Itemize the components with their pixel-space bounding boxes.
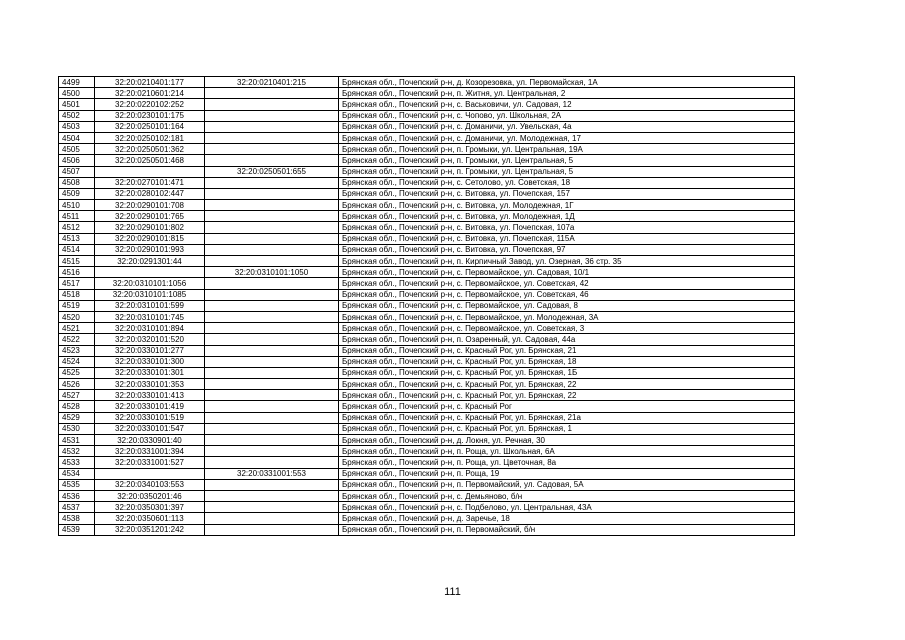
address-cell: Брянская обл., Почепский р-н, с. Чопово, ул. Школьная, 2А: [339, 110, 795, 121]
row-number-cell: 4500: [59, 88, 95, 99]
address-cell: Брянская обл., Почепский р-н, д. Заречье, 18: [339, 513, 795, 524]
cadastral-number-cell: 32:20:0330101:300: [95, 356, 205, 367]
table-row: [59, 222, 795, 233]
row-number-cell: 4536: [59, 490, 95, 501]
parent-cadastral-number-cell: [205, 155, 339, 166]
parent-cadastral-number-cell: [205, 278, 339, 289]
cadastral-number-cell: 32:20:0331001:394: [95, 446, 205, 457]
cadastral-number-cell: 32:20:0220102:252: [95, 99, 205, 110]
row-number-cell: 4538: [59, 513, 95, 524]
document-table: [58, 76, 795, 536]
row-number-cell: 4528: [59, 401, 95, 412]
row-number-cell: 4504: [59, 132, 95, 143]
address-cell: Брянская обл., Почепский р-н, с. Первомайское, ул. Молодежная, 3А: [339, 311, 795, 322]
row-number-cell: 4501: [59, 99, 95, 110]
row-number-cell: 4499: [59, 77, 95, 88]
cadastral-number-cell: 32:20:0330101:301: [95, 367, 205, 378]
row-number-cell: 4531: [59, 435, 95, 446]
parent-cadastral-number-cell: [205, 401, 339, 412]
table-row: [59, 267, 795, 278]
address-cell: Брянская обл., Почепский р-н, с. Красный Рог, ул. Брянская, 21а: [339, 412, 795, 423]
row-number-cell: 4509: [59, 188, 95, 199]
cadastral-number-cell: 32:20:0350301:397: [95, 502, 205, 513]
table-row: [59, 211, 795, 222]
row-number-cell: 4522: [59, 334, 95, 345]
row-number-cell: 4521: [59, 323, 95, 334]
row-number-cell: 4502: [59, 110, 95, 121]
address-cell: Брянская обл., Почепский р-н, с. Доманичи, ул. Молодежная, 17: [339, 132, 795, 143]
cadastral-number-cell: 32:20:0320101:520: [95, 334, 205, 345]
address-cell: Брянская обл., Почепский р-н, с. Витовка, ул. Почепская, 115А: [339, 233, 795, 244]
address-cell: Брянская обл., Почепский р-н, с. Красный Рог, ул. Брянская, 1Б: [339, 367, 795, 378]
parent-cadastral-number-cell: [205, 379, 339, 390]
row-number-cell: 4508: [59, 177, 95, 188]
page-number: 111: [444, 586, 461, 598]
row-number-cell: 4527: [59, 390, 95, 401]
cadastral-number-cell: 32:20:0330101:419: [95, 401, 205, 412]
row-number-cell: 4510: [59, 200, 95, 211]
table-row: [59, 200, 795, 211]
address-cell: Брянская обл., Почепский р-н, с. Первомайское, ул. Садовая, 8: [339, 300, 795, 311]
table-row: [59, 390, 795, 401]
table-row: [59, 457, 795, 468]
table-row: [59, 233, 795, 244]
address-cell: Брянская обл., Почепский р-н, с. Первомайское, ул. Советская, 46: [339, 289, 795, 300]
row-number-cell: 4512: [59, 222, 95, 233]
table-row: [59, 110, 795, 121]
address-cell: Брянская обл., Почепский р-н, с. Первомайское, ул. Советская, 42: [339, 278, 795, 289]
cadastral-number-cell: [95, 267, 205, 278]
cadastral-number-cell: 32:20:0270101:471: [95, 177, 205, 188]
parent-cadastral-number-cell: [205, 502, 339, 513]
table-body: [59, 77, 795, 536]
cadastral-number-cell: [95, 166, 205, 177]
table-row: [59, 479, 795, 490]
parent-cadastral-number-cell: [205, 211, 339, 222]
address-cell: Брянская обл., Почепский р-н, п. Кирпичный Завод, ул. Озерная, 36 стр. 35: [339, 256, 795, 267]
cadastral-number-cell: 32:20:0350201:46: [95, 490, 205, 501]
address-cell: Брянская обл., Почепский р-н, с. Первомайское, ул. Садовая, 10/1: [339, 267, 795, 278]
address-cell: Брянская обл., Почепский р-н, с. Красный Рог: [339, 401, 795, 412]
parent-cadastral-number-cell: [205, 513, 339, 524]
cadastral-number-cell: 32:20:0331001:527: [95, 457, 205, 468]
cadastral-number-cell: 32:20:0330101:277: [95, 345, 205, 356]
address-cell: Брянская обл., Почепский р-н, п. Первомайский, б/н: [339, 524, 795, 535]
address-cell: Брянская обл., Почепский р-н, с. Красный Рог, ул. Брянская, 21: [339, 345, 795, 356]
address-cell: Брянская обл., Почепский р-н, с. Первомайское, ул. Советская, 3: [339, 323, 795, 334]
parent-cadastral-number-cell: [205, 244, 339, 255]
row-number-cell: 4520: [59, 311, 95, 322]
parent-cadastral-number-cell: [205, 99, 339, 110]
cadastral-number-cell: 32:20:0330901:40: [95, 435, 205, 446]
cadastral-number-cell: 32:20:0310101:1085: [95, 289, 205, 300]
parent-cadastral-number-cell: [205, 356, 339, 367]
table-row: [59, 435, 795, 446]
table-row: [59, 490, 795, 501]
cadastral-number-cell: 32:20:0250101:164: [95, 121, 205, 132]
cadastral-number-cell: 32:20:0290101:815: [95, 233, 205, 244]
parent-cadastral-number-cell: [205, 524, 339, 535]
parent-cadastral-number-cell: [205, 289, 339, 300]
table-row: [59, 401, 795, 412]
address-cell: Брянская обл., Почепский р-н, п. Роща, ул. Школьная, 6А: [339, 446, 795, 457]
cadastral-number-cell: 32:20:0290101:765: [95, 211, 205, 222]
table-row: [59, 379, 795, 390]
table-row: [59, 121, 795, 132]
address-cell: Брянская обл., Почепский р-н, с. Красный Рог, ул. Брянская, 22: [339, 390, 795, 401]
parent-cadastral-number-cell: [205, 490, 339, 501]
parent-cadastral-number-cell: [205, 188, 339, 199]
address-cell: Брянская обл., Почепский р-н, д. Козорезовка, ул. Первомайская, 1А: [339, 77, 795, 88]
cadastral-number-cell: 32:20:0290101:708: [95, 200, 205, 211]
address-cell: Брянская обл., Почепский р-н, с. Витовка, ул. Почепская, 157: [339, 188, 795, 199]
row-number-cell: 4516: [59, 267, 95, 278]
cadastral-number-cell: 32:20:0310101:745: [95, 311, 205, 322]
address-cell: Брянская обл., Почепский р-н, с. Доманичи, ул. Увельская, 4а: [339, 121, 795, 132]
cadastral-number-cell: 32:20:0290101:993: [95, 244, 205, 255]
table-row: [59, 412, 795, 423]
cadastral-number-cell: 32:20:0250501:362: [95, 144, 205, 155]
parent-cadastral-number-cell: [205, 311, 339, 322]
row-number-cell: 4537: [59, 502, 95, 513]
address-cell: Брянская обл., Почепский р-н, с. Подбелово, ул. Центральная, 43А: [339, 502, 795, 513]
row-number-cell: 4518: [59, 289, 95, 300]
table-row: [59, 513, 795, 524]
row-number-cell: 4524: [59, 356, 95, 367]
parent-cadastral-number-cell: [205, 200, 339, 211]
table-row: [59, 132, 795, 143]
address-cell: Брянская обл., Почепский р-н, п. Громыки, ул. Центральная, 5: [339, 155, 795, 166]
address-cell: Брянская обл., Почепский р-н, с. Красный Рог, ул. Брянская, 1: [339, 423, 795, 434]
address-cell: Брянская обл., Почепский р-н, п. Громыки, ул. Центральная, 19А: [339, 144, 795, 155]
row-number-cell: 4523: [59, 345, 95, 356]
address-cell: Брянская обл., Почепский р-н, с. Витовка, ул. Почепская, 107а: [339, 222, 795, 233]
row-number-cell: 4513: [59, 233, 95, 244]
parent-cadastral-number-cell: [205, 435, 339, 446]
cadastral-number-cell: 32:20:0210401:177: [95, 77, 205, 88]
parent-cadastral-number-cell: [205, 110, 339, 121]
cadastral-number-cell: [95, 468, 205, 479]
cadastral-number-cell: 32:20:0230101:175: [95, 110, 205, 121]
row-number-cell: 4517: [59, 278, 95, 289]
table-row: [59, 177, 795, 188]
address-cell: Брянская обл., Почепский р-н, п. Роща, 19: [339, 468, 795, 479]
table-row: [59, 367, 795, 378]
parent-cadastral-number-cell: [205, 412, 339, 423]
parent-cadastral-number-cell: [205, 233, 339, 244]
address-cell: Брянская обл., Почепский р-н, с. Сетолово, ул. Советская, 18: [339, 177, 795, 188]
row-number-cell: 4529: [59, 412, 95, 423]
cadastral-number-cell: 32:20:0330101:519: [95, 412, 205, 423]
address-cell: Брянская обл., Почепский р-н, с. Красный Рог, ул. Брянская, 18: [339, 356, 795, 367]
parent-cadastral-number-cell: [205, 423, 339, 434]
row-number-cell: 4515: [59, 256, 95, 267]
table-row: [59, 468, 795, 479]
parent-cadastral-number-cell: [205, 345, 339, 356]
address-cell: Брянская обл., Почепский р-н, с. Витовка, ул. Молодежная, 1Д: [339, 211, 795, 222]
cadastral-number-cell: 32:20:0250501:468: [95, 155, 205, 166]
row-number-cell: 4530: [59, 423, 95, 434]
cadastral-number-cell: 32:20:0310101:599: [95, 300, 205, 311]
table-row: [59, 166, 795, 177]
parent-cadastral-number-cell: 32:20:0210401:215: [205, 77, 339, 88]
parent-cadastral-number-cell: [205, 144, 339, 155]
row-number-cell: 4507: [59, 166, 95, 177]
cadastral-number-cell: 32:20:0280102:447: [95, 188, 205, 199]
table-row: [59, 278, 795, 289]
row-number-cell: 4514: [59, 244, 95, 255]
table-row: [59, 144, 795, 155]
table-row: [59, 502, 795, 513]
cadastral-number-cell: 32:20:0350601:113: [95, 513, 205, 524]
table-row: [59, 88, 795, 99]
address-cell: Брянская обл., Почепский р-н, п. Первомайский, ул. Садовая, 5А: [339, 479, 795, 490]
address-cell: Брянская обл., Почепский р-н, с. Красный Рог, ул. Брянская, 22: [339, 379, 795, 390]
row-number-cell: 4506: [59, 155, 95, 166]
parent-cadastral-number-cell: [205, 367, 339, 378]
parent-cadastral-number-cell: 32:20:0310101:1050: [205, 267, 339, 278]
cadastral-number-cell: 32:20:0210601:214: [95, 88, 205, 99]
address-cell: Брянская обл., Почепский р-н, с. Демьяново, б/н: [339, 490, 795, 501]
parent-cadastral-number-cell: [205, 446, 339, 457]
parent-cadastral-number-cell: [205, 121, 339, 132]
table-row: [59, 188, 795, 199]
row-number-cell: 4503: [59, 121, 95, 132]
table-row: [59, 423, 795, 434]
parent-cadastral-number-cell: [205, 323, 339, 334]
row-number-cell: 4534: [59, 468, 95, 479]
cadastral-number-cell: 32:20:0330101:547: [95, 423, 205, 434]
address-cell: Брянская обл., Почепский р-н, с. Витовка, ул. Почепская, 97: [339, 244, 795, 255]
row-number-cell: 4505: [59, 144, 95, 155]
row-number-cell: 4532: [59, 446, 95, 457]
table-row: [59, 77, 795, 88]
address-cell: Брянская обл., Почепский р-н, п. Роща, ул. Цветочная, 8а: [339, 457, 795, 468]
row-number-cell: 4519: [59, 300, 95, 311]
parent-cadastral-number-cell: [205, 88, 339, 99]
cadastral-number-cell: 32:20:0250102:181: [95, 132, 205, 143]
cadastral-number-cell: 32:20:0290101:802: [95, 222, 205, 233]
address-cell: Брянская обл., Почепский р-н, п. Озаренный, ул. Садовая, 44а: [339, 334, 795, 345]
cadastral-number-cell: 32:20:0330101:353: [95, 379, 205, 390]
cadastral-number-cell: 32:20:0340103:553: [95, 479, 205, 490]
table-row: [59, 334, 795, 345]
cadastral-number-cell: 32:20:0291301:44: [95, 256, 205, 267]
table-row: [59, 244, 795, 255]
address-cell: Брянская обл., Почепский р-н, п. Громыки, ул. Центральная, 5: [339, 166, 795, 177]
table-row: [59, 524, 795, 535]
row-number-cell: 4526: [59, 379, 95, 390]
parent-cadastral-number-cell: [205, 177, 339, 188]
address-cell: Брянская обл., Почепский р-н, с. Васьковичи, ул. Садовая, 12: [339, 99, 795, 110]
cadastral-number-cell: 32:20:0351201:242: [95, 524, 205, 535]
address-cell: Брянская обл., Почепский р-н, д. Локня, ул. Речная, 30: [339, 435, 795, 446]
row-number-cell: 4539: [59, 524, 95, 535]
table-row: [59, 446, 795, 457]
table-row: [59, 300, 795, 311]
row-number-cell: 4533: [59, 457, 95, 468]
parent-cadastral-number-cell: [205, 256, 339, 267]
parent-cadastral-number-cell: 32:20:0331001:553: [205, 468, 339, 479]
parent-cadastral-number-cell: [205, 132, 339, 143]
address-cell: Брянская обл., Почепский р-н, с. Витовка, ул. Молодежная, 1Г: [339, 200, 795, 211]
cadastral-number-cell: 32:20:0310101:894: [95, 323, 205, 334]
parent-cadastral-number-cell: [205, 334, 339, 345]
row-number-cell: 4535: [59, 479, 95, 490]
address-cell: Брянская обл., Почепский р-н, п. Житня, ул. Центральная, 2: [339, 88, 795, 99]
parent-cadastral-number-cell: [205, 222, 339, 233]
table-row: [59, 345, 795, 356]
table-row: [59, 323, 795, 334]
parent-cadastral-number-cell: [205, 390, 339, 401]
parent-cadastral-number-cell: 32:20:0250501:655: [205, 166, 339, 177]
row-number-cell: 4511: [59, 211, 95, 222]
table-row: [59, 356, 795, 367]
table-row: [59, 256, 795, 267]
table-row: [59, 311, 795, 322]
parent-cadastral-number-cell: [205, 479, 339, 490]
parent-cadastral-number-cell: [205, 300, 339, 311]
table-row: [59, 289, 795, 300]
table-row: [59, 155, 795, 166]
row-number-cell: 4525: [59, 367, 95, 378]
table-row: [59, 99, 795, 110]
cadastral-number-cell: 32:20:0330101:413: [95, 390, 205, 401]
cadastral-number-cell: 32:20:0310101:1056: [95, 278, 205, 289]
parent-cadastral-number-cell: [205, 457, 339, 468]
